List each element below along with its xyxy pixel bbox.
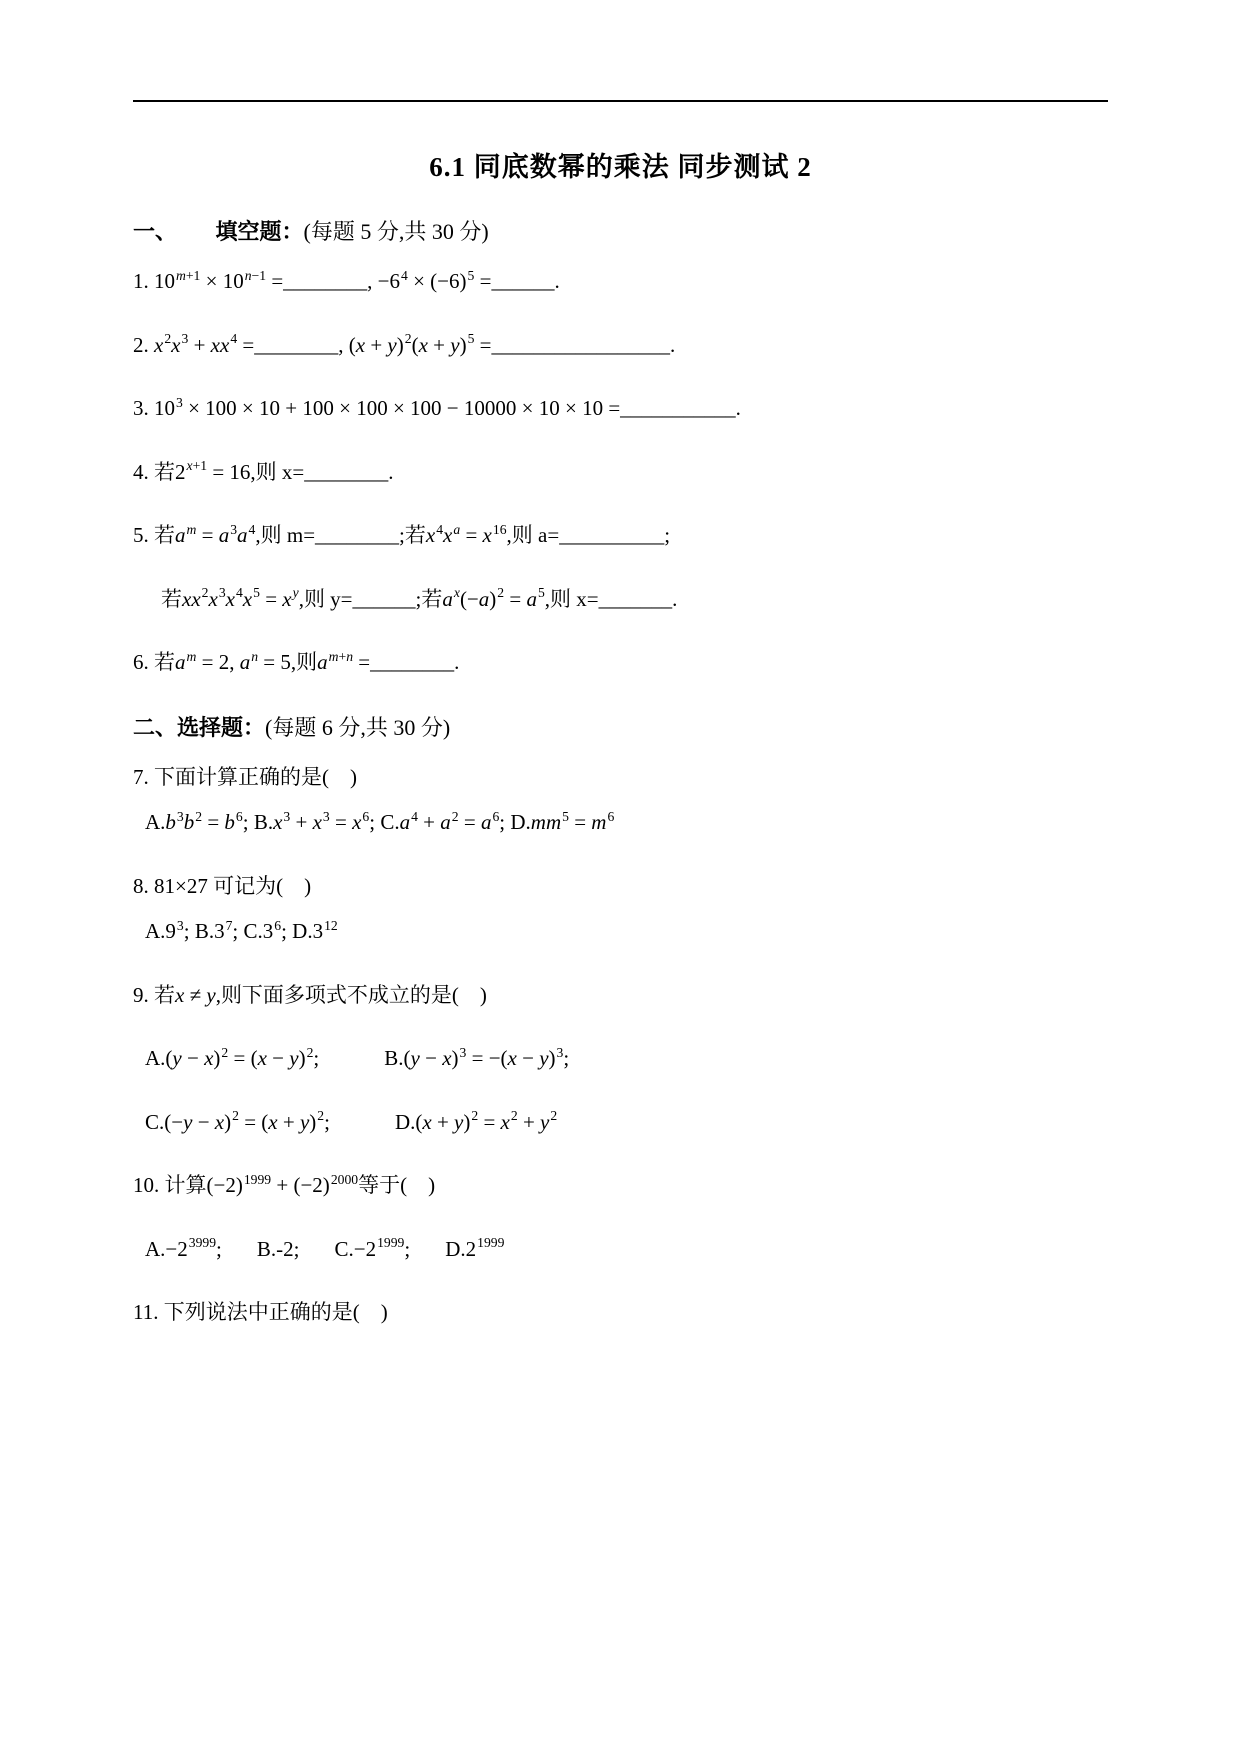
text-segment: D. <box>394 1109 416 1134</box>
math-segment: = a <box>458 810 492 834</box>
text-segment: 5. 若 <box>133 523 175 547</box>
question-q3 <box>133 393 1108 425</box>
text-segment: ; <box>216 1236 222 1261</box>
math-segment: (y − x) <box>403 1046 459 1070</box>
superscript: 6 <box>235 808 243 824</box>
question-q2 <box>133 330 1108 362</box>
text-segment: . <box>735 396 741 420</box>
superscript: 3999 <box>188 1235 217 1251</box>
answer-blank[interactable]: ______ <box>352 586 416 611</box>
superscript: 5 <box>537 585 545 601</box>
math-segment: x <box>443 523 453 547</box>
section-title-bold: 一、 填空题： <box>133 219 304 244</box>
answer-blank[interactable]: _________________ <box>491 332 670 357</box>
text-segment: , <box>367 269 378 293</box>
question-line <box>133 393 1108 425</box>
question-q11 <box>133 1297 1108 1329</box>
text-segment: ;若 <box>415 586 443 611</box>
math-segment: (y − x) <box>165 1046 221 1070</box>
text-segment: ; <box>563 1046 570 1070</box>
math-segment: 3 <box>214 919 225 943</box>
text-segment: , <box>338 332 349 357</box>
superscript: m <box>186 648 197 664</box>
math-segment: 3 <box>262 919 274 943</box>
superscript: 6 <box>274 917 282 933</box>
superscript: 5 <box>467 331 475 347</box>
text-segment: ; <box>324 1109 330 1134</box>
question-q4 <box>133 457 1108 489</box>
math-segment: −2 <box>165 1236 188 1261</box>
text-segment: ; C. <box>369 810 400 834</box>
math-segment: x <box>425 523 436 547</box>
superscript: 3 <box>218 585 226 601</box>
question-q7 <box>133 762 1108 839</box>
math-segment: + y <box>517 1109 550 1134</box>
text-segment: ,则 x= <box>250 459 305 484</box>
math-segment: x <box>208 586 218 611</box>
math-segment: 3 <box>312 919 324 943</box>
math-segment: 2 <box>175 459 186 484</box>
superscript: 2 <box>164 331 172 347</box>
answer-blank[interactable]: ________ <box>304 459 389 484</box>
answer-blank[interactable]: ___________ <box>620 396 736 420</box>
superscript: 2 <box>471 1108 479 1124</box>
math-segment: = x <box>478 1109 510 1134</box>
text-segment: 8. 81×27 可记为( ) <box>133 873 312 898</box>
superscript: 3 <box>283 808 291 824</box>
math-segment: a <box>399 810 411 834</box>
answer-blank[interactable]: ________ <box>370 650 455 674</box>
question-line <box>133 1043 1108 1075</box>
text-segment: 3. <box>133 396 154 420</box>
math-segment: a <box>237 523 248 547</box>
math-segment: = <box>474 269 492 293</box>
text-segment: ,则 m= <box>255 523 316 547</box>
text-segment: 2. <box>133 332 154 357</box>
superscript: 6 <box>492 808 500 824</box>
superscript: 2 <box>232 1108 239 1124</box>
question-line <box>133 330 1108 362</box>
superscript: x <box>453 585 460 601</box>
math-segment: (x + y) <box>415 1109 471 1134</box>
math-segment: = b <box>202 810 235 834</box>
section-title-meta: (每题 5 分,共 30 分) <box>303 219 489 244</box>
question-line <box>133 1170 1108 1202</box>
superscript: 3 <box>556 1044 564 1060</box>
superscript: 1999 <box>477 1235 505 1251</box>
text-segment: ,则 y= <box>298 586 353 611</box>
math-segment: + (−2) <box>271 1173 330 1197</box>
question-line <box>133 520 1108 552</box>
superscript: 1999 <box>243 1171 272 1187</box>
math-segment: x <box>171 332 181 357</box>
superscript: a <box>453 521 461 537</box>
math-segment: = <box>237 332 255 357</box>
superscript: 3 <box>230 521 238 537</box>
text-segment: . <box>454 650 460 674</box>
math-segment: + xx <box>188 332 230 357</box>
superscript: 2 <box>195 808 203 824</box>
math-segment: = a <box>196 523 230 547</box>
math-segment: = m <box>568 810 607 834</box>
math-segment: (−y − x) <box>164 1109 232 1134</box>
question-line <box>133 647 1108 679</box>
text-segment: 等于( ) <box>358 1173 436 1197</box>
text-segment: 4. 若 <box>133 459 175 484</box>
question-q10 <box>133 1170 1108 1265</box>
math-segment: (x + y) <box>411 332 467 357</box>
superscript: 3 <box>176 808 184 824</box>
question-q8 <box>133 871 1108 948</box>
superscript: 7 <box>225 917 233 933</box>
superscript: 5 <box>467 267 475 283</box>
math-segment: = 5 <box>258 650 291 674</box>
section-header <box>133 215 1108 246</box>
text-segment: A. <box>145 919 166 943</box>
superscript: 2 <box>201 585 209 601</box>
math-segment: 9 <box>165 919 176 943</box>
answer-blank[interactable]: _______ <box>598 586 673 611</box>
superscript: 3 <box>176 394 183 410</box>
question-line <box>133 980 1108 1012</box>
text-segment: B. <box>384 1046 404 1070</box>
math-segment: a <box>442 586 453 611</box>
text-segment: ; B. <box>242 810 274 834</box>
math-segment: = x <box>329 810 362 834</box>
math-segment: b <box>165 810 176 834</box>
header-rule <box>133 100 1108 102</box>
text-segment: A. <box>145 810 166 834</box>
superscript: 3 <box>322 808 330 824</box>
question-q6 <box>133 647 1108 679</box>
superscript: 4 <box>230 331 238 347</box>
superscript: 4 <box>235 585 243 601</box>
superscript: 5 <box>253 585 260 601</box>
math-segment: = x <box>460 523 492 547</box>
text-segment: 10. 计算 <box>133 1173 207 1197</box>
superscript: 4 <box>411 808 418 824</box>
text-segment: ,则下面多项式不成立的是( ) <box>215 982 487 1007</box>
text-segment: . <box>388 459 394 484</box>
text-segment: 11. 下列说法中正确的是( ) <box>133 1300 388 1324</box>
text-segment: ; D. <box>281 919 313 943</box>
math-segment: = <box>474 332 492 357</box>
superscript: y <box>292 585 299 601</box>
question-line <box>133 457 1108 489</box>
superscript: 2 <box>221 1044 229 1060</box>
text-segment: . <box>672 586 678 611</box>
superscript: m+n <box>328 648 354 664</box>
answer-blank[interactable]: __________ <box>559 523 665 547</box>
superscript: 16 <box>492 521 507 537</box>
section-title-meta: (每题 6 分,共 30 分) <box>265 714 451 740</box>
answer-blank[interactable]: ________ <box>315 523 400 547</box>
superscript: 3 <box>176 917 184 933</box>
section-header <box>133 711 1108 742</box>
math-segment: −6 <box>377 269 400 293</box>
superscript: 2 <box>451 808 459 824</box>
superscript: 6 <box>362 808 370 824</box>
superscript: 2 <box>317 1108 325 1124</box>
text-segment: A. <box>145 1046 166 1070</box>
math-segment: x <box>154 332 164 357</box>
math-segment: + x <box>290 810 322 834</box>
content-list <box>133 205 1108 1361</box>
answer-blank[interactable]: ________ <box>254 332 339 357</box>
math-segment: = 2, a <box>196 650 251 674</box>
math-segment: −2 <box>353 1236 377 1261</box>
superscript: 2 <box>497 585 505 601</box>
question-q5 <box>133 520 1108 615</box>
superscript: 5 <box>562 808 569 824</box>
text-segment: ,则 <box>290 650 318 674</box>
superscript: m <box>186 521 197 537</box>
math-segment: × 100 × 10 + 100 × 100 × 100 − 10000 × 10 × 10 = <box>182 396 621 420</box>
math-segment: mm <box>530 810 562 834</box>
superscript: 2 <box>510 1108 518 1124</box>
superscript: 2 <box>550 1108 558 1124</box>
superscript: 4 <box>401 267 408 283</box>
text-segment: ; B. <box>183 919 215 943</box>
math-segment: 10 <box>154 396 175 420</box>
text-segment: ; <box>404 1236 411 1261</box>
math-segment: × 10 <box>200 269 244 293</box>
question-line <box>133 807 1108 839</box>
text-segment: ;若 <box>399 523 426 547</box>
question-line <box>133 266 1108 298</box>
doc-title: 6.1 同底数幂的乘法 同步测试 2 <box>429 152 812 182</box>
answer-blank[interactable]: ________ <box>283 269 368 293</box>
text-segment: ,则 a= <box>506 523 560 547</box>
math-segment: x <box>273 810 283 834</box>
math-segment: = 16 <box>207 459 251 484</box>
superscript: 3 <box>459 1044 467 1060</box>
text-segment: D. <box>445 1236 466 1261</box>
text-segment: C. <box>334 1236 354 1261</box>
superscript: 12 <box>324 917 338 933</box>
text-segment: . <box>669 332 676 357</box>
text-segment: A. <box>145 1236 166 1261</box>
superscript: n−1 <box>244 267 267 283</box>
math-segment: = <box>266 269 284 293</box>
superscript: 2 <box>306 1044 314 1060</box>
superscript: 4 <box>436 521 444 537</box>
math-segment: x ≠ y <box>175 982 216 1007</box>
question-q1 <box>133 266 1108 298</box>
text-segment: B.-2; <box>256 1236 300 1261</box>
math-segment: = a <box>504 586 537 611</box>
text-segment: ; C. <box>232 919 263 943</box>
math-segment: (−a) <box>459 586 497 611</box>
text-segment: 6. 若 <box>133 650 175 674</box>
superscript: x+1 <box>186 458 208 474</box>
question-line <box>133 1234 1108 1266</box>
math-segment: x <box>225 586 235 611</box>
superscript: 4 <box>248 521 256 537</box>
math-segment: (x + y) <box>348 332 404 357</box>
section-title-bold: 二、选择题： <box>133 714 266 740</box>
math-segment: = (x + y) <box>238 1109 317 1134</box>
text-segment: ; D. <box>499 810 531 834</box>
superscript: 1999 <box>377 1235 405 1251</box>
text-segment: ; <box>313 1046 320 1070</box>
text-segment: 7. 下面计算正确的是( ) <box>133 764 357 789</box>
math-segment: x <box>242 586 253 611</box>
math-segment: = x <box>259 586 292 611</box>
superscript: m+1 <box>176 267 201 283</box>
math-segment: × (−6) <box>407 269 467 293</box>
question-line <box>133 584 1108 616</box>
question-line <box>133 871 1108 903</box>
text-segment: 9. 若 <box>133 982 175 1007</box>
math-segment: 2 <box>465 1236 477 1261</box>
superscript: 3 <box>181 331 189 347</box>
math-segment: a <box>317 650 328 674</box>
question-line <box>133 1297 1108 1329</box>
math-segment: + a <box>417 810 451 834</box>
math-segment: = −(x − y) <box>466 1046 556 1070</box>
math-segment: (−2) <box>206 1173 243 1197</box>
text-segment: 1. <box>133 269 154 293</box>
question-line <box>133 916 1108 948</box>
math-segment: b <box>183 810 195 834</box>
answer-blank[interactable]: ______ <box>491 269 555 293</box>
text-segment: ,则 x= <box>544 586 599 611</box>
superscript: 2000 <box>330 1171 359 1187</box>
math-segment: xx <box>182 586 201 611</box>
math-segment: = (x − y) <box>228 1046 306 1070</box>
text-segment: . <box>554 269 560 293</box>
math-segment: 10 <box>154 269 175 293</box>
math-segment: a <box>175 650 186 674</box>
question-line <box>133 1107 1108 1139</box>
math-segment: a <box>175 523 186 547</box>
text-segment: 若 <box>161 586 182 611</box>
math-segment: = <box>353 650 371 674</box>
superscript: n <box>251 648 259 664</box>
superscript: 6 <box>607 808 615 824</box>
superscript: 2 <box>404 331 412 347</box>
text-segment: C. <box>145 1109 165 1134</box>
question-line <box>133 762 1108 794</box>
text-segment: ; <box>664 523 671 547</box>
question-q9 <box>133 980 1108 1139</box>
